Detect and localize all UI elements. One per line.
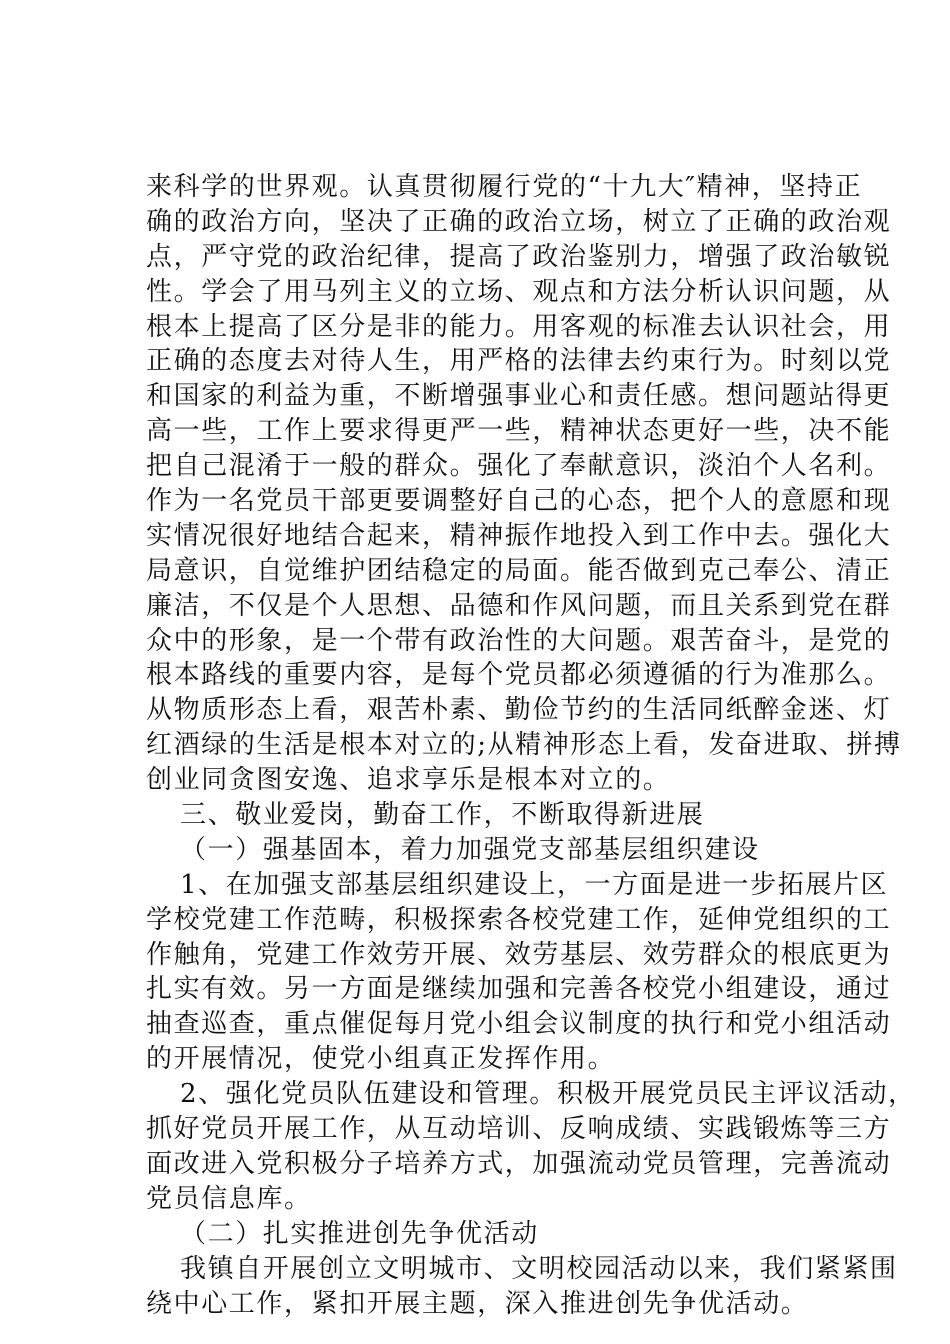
text-line: 众中的形象，是一个带有政治性的大问题。艰苦奋斗，是党的 — [146, 625, 892, 656]
text-line: 和国家的利益为重，不断增强事业心和责任感。想问题站得更 — [146, 381, 892, 412]
text-line: 根本路线的重要内容，是每个党员都必须遵循的行为准那么。 — [146, 660, 892, 691]
text-line: 作触角，党建工作效劳开展、效劳基层、效劳群众的根底更为 — [146, 939, 892, 970]
text-line: 扎实有效。另一方面是继续加强和完善各校党小组建设，通过 — [146, 974, 892, 1005]
text-line: （二）扎实推进创先争优活动 — [180, 1218, 539, 1249]
text-line: 作为一名党员干部更要调整好自己的心态，把个人的意愿和现 — [146, 486, 892, 517]
text-line: 我镇自开展创立文明城市、文明校园活动以来，我们紧紧围 — [180, 1253, 898, 1284]
text-line: 绕中心工作，紧扣开展主题，深入推进创先争优活动。 — [146, 1288, 809, 1319]
text-line: （一）强基固本，着力加强党支部基层组织建设 — [180, 834, 760, 865]
text-line: 红酒绿的生活是根本对立的;从精神形态上看，发奋进取、拼搏 — [146, 730, 902, 761]
text-line: 实情况很好地结合起来，精神振作地投入到工作中去。强化大 — [146, 520, 892, 551]
text-line: 高一些，工作上要求得更严一些，精神状态更好一些，决不能 — [146, 416, 892, 447]
text-line: 2、强化党员队伍建设和管理。积极开展党员民主评议活动， — [180, 1079, 916, 1110]
text-line: 廉洁，不仅是个人思想、品德和作风问题，而且关系到党在群 — [146, 590, 892, 621]
text-line: 的开展情况，使党小组真正发挥作用。 — [146, 1044, 616, 1075]
text-line: 三、敬业爱岗，勤奋工作，不断取得新进展 — [180, 800, 705, 831]
text-line: 正确的态度去对待人生，用严格的法律去约束行为。时刻以党 — [146, 346, 892, 377]
text-line: 抽查巡查，重点催促每月党小组会议制度的执行和党小组活动 — [146, 1009, 892, 1040]
text-line: 点，严守党的政治纪律，提高了政治鉴别力，增强了政治敏锐 — [146, 241, 892, 272]
text-line: 党员信息库。 — [146, 1183, 312, 1214]
text-line: 1、在加强支部基层组织建设上，一方面是进一步拓展片区 — [180, 869, 889, 900]
text-line: 性。学会了用马列主义的立场、观点和方法分析认识问题，从 — [146, 276, 892, 307]
text-line: 根本上提高了区分是非的能力。用客观的标准去认识社会，用 — [146, 311, 892, 342]
text-line: 创业同贪图安逸、追求享乐是根本对立的。 — [146, 765, 671, 796]
text-line: 局意识，自觉维护团结稳定的局面。能否做到克己奉公、清正 — [146, 555, 892, 586]
text-line: 确的政治方向，坚决了正确的政治立场，树立了正确的政治观 — [146, 206, 892, 237]
text-line: 从物质形态上看，艰苦朴素、勤俭节约的生活同纸醉金迷、灯 — [146, 695, 892, 726]
text-line: 面改进入党积极分子培养方式，加强流动党员管理，完善流动 — [146, 1148, 892, 1179]
text-line: 学校党建工作范畴，积极探索各校党建工作，延伸党组织的工 — [146, 904, 892, 935]
text-line: 抓好党员开展工作，从互动培训、反响成绩、实践锻炼等三方 — [146, 1114, 892, 1145]
text-line: 把自己混淆于一般的群众。强化了奉献意识，淡泊个人名利。 — [146, 451, 892, 482]
document-body-text — [146, 170, 916, 1321]
text-line: 来科学的世界观。认真贯彻履行党的“十九大″精神，坚持正 — [146, 172, 863, 202]
